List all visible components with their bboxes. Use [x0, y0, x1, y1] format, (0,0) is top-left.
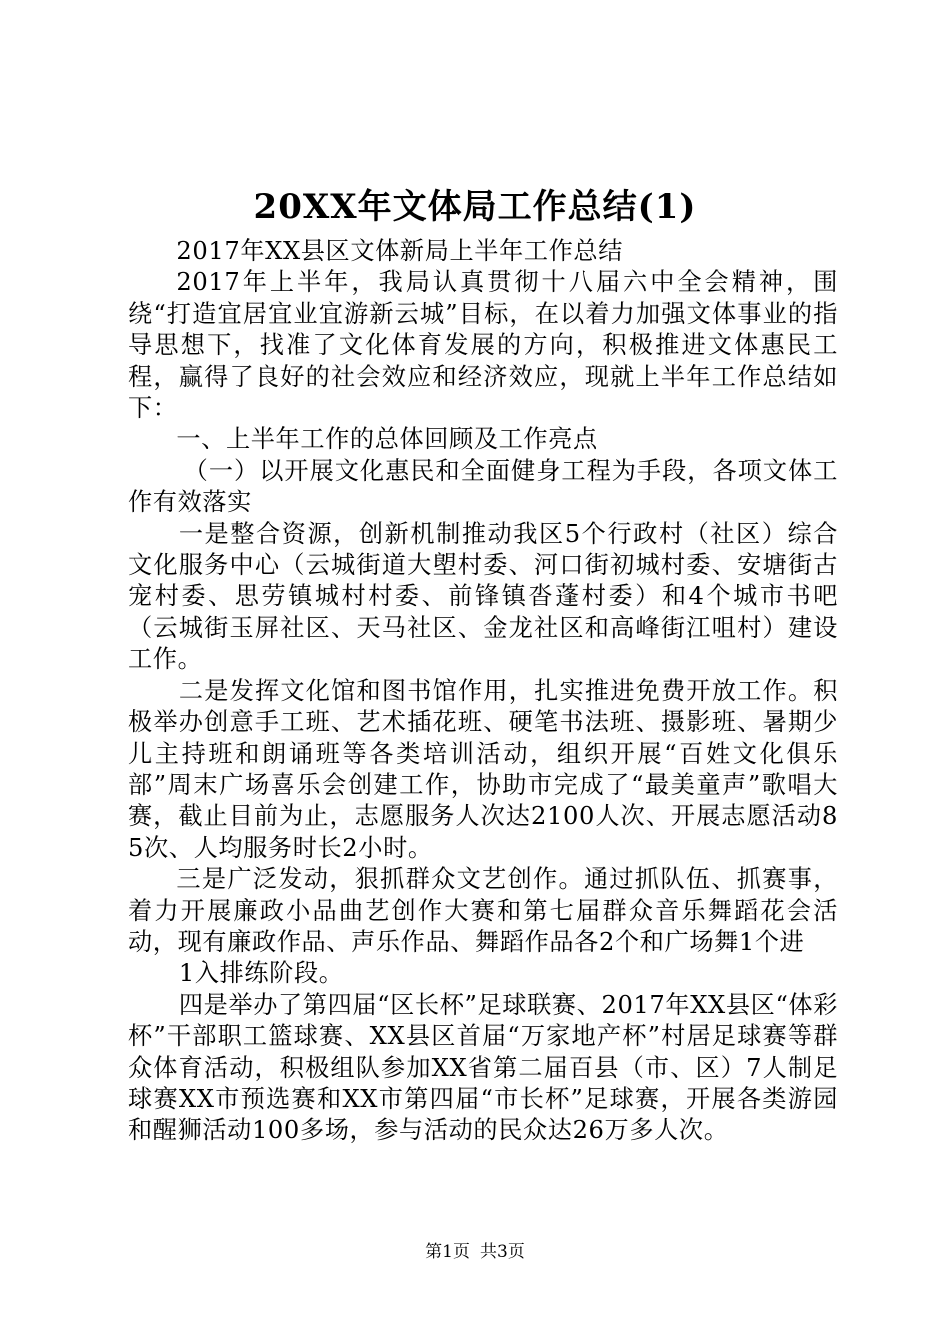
document-body — [128, 236, 838, 1147]
page-total: 共3页 — [480, 1242, 525, 1262]
page-footer — [0, 1240, 950, 1264]
page-number: 第1页 — [425, 1242, 470, 1262]
paragraph-item-3-cont: 1入排练阶段。 — [178, 959, 344, 988]
paragraph-item-1: 一是整合资源，创新机制推动我区5个行政村（社区）综合文化服务中心（云城街道大塱村委、河口街初城村委、安塘街古宠村委、思劳镇城村村委、前锋镇沓蓬村委）和4个城市书吧（云城街玉屏社区、天马社区、金龙社区和高峰街江咀村）建设工作。 — [128, 519, 838, 674]
paragraph-intro: 2017年上半年，我局认真贯彻十八届六中全会精神，围绕“打造宜居宜业宜游新云城”目标，在以着力加强文体事业的指导思想下，找准了文化体育发展的方向，积极推进文体惠民工程，赢得了良好的社会效应和经济效应，现就上半年工作总结如下： — [128, 268, 838, 423]
paragraph-heading-1: 一、上半年工作的总体回顾及工作亮点 — [176, 425, 598, 454]
paragraph-item-4: 四是举办了第四届“区长杯”足球联赛、2017年XX县区“体彩杯”干部职工篮球赛、XX县区首届“万家地产杯”村居足球赛等群众体育活动，积极组队参加XX省第二届百县（市、区）7人制足球赛XX市预选赛和XX市第四届“市长杯”足球赛，开展各类游园和醒狮活动100多场，参与活动的民众达26万多人次。 — [128, 990, 838, 1145]
document-title: 20XX年文体局工作总结(1) — [253, 187, 697, 227]
paragraph-item-3: 三是广泛发动，狠抓群众文艺创作。通过抓队伍、抓赛事，着力开展廉政小品曲艺创作大赛和第七届群众音乐舞蹈花会活动，现有廉政作品、声乐作品、舞蹈作品各2个和广场舞1个进 — [128, 865, 838, 956]
paragraph-item-2: 二是发挥文化馆和图书馆作用，扎实推进免费开放工作。积极举办创意手工班、艺术插花班、硬笔书法班、摄影班、暑期少儿主持班和朗诵班等各类培训活动，组织开展“百姓文化俱乐部”周末广场喜乐会创建工作，协助市完成了“最美童声”歌唱大赛，截止目前为止，志愿服务人次达2100人次、开展志愿活动85次、人均服务时长2小时。 — [128, 676, 838, 862]
paragraph-subtitle: 2017年XX县区文体新局上半年工作总结 — [176, 237, 624, 265]
paragraph-heading-1-1: （一）以开展文化惠民和全面健身工程为手段，各项文体工作有效落实 — [128, 456, 838, 517]
